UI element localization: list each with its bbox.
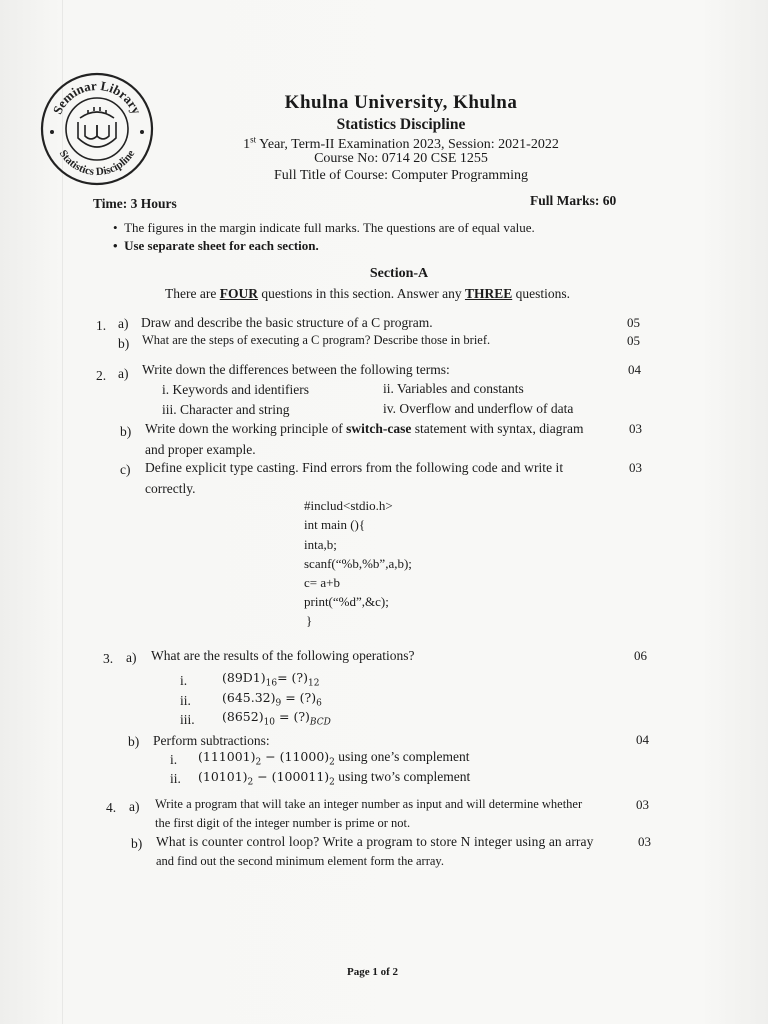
conversion-expression: $(8652)_{10}$ = $(?)_{BCD}$ <box>222 709 331 728</box>
code-line: scanf(“%b,%b”,a,b); <box>304 556 412 571</box>
part-label: b) <box>120 424 132 439</box>
code-line: } <box>306 613 313 628</box>
question-marks: 03 <box>629 460 642 475</box>
question-marks: 05 <box>627 333 640 348</box>
section-title: Section-A <box>369 266 429 281</box>
stamp-bottom-text: Statistics Discipline <box>56 147 138 179</box>
subtraction-expression: $(10101)_2 - (100011)_2$ using two’s complement <box>198 769 471 788</box>
term-item: iv. Overflow and underflow of data <box>383 401 574 416</box>
question-text: What are the steps of executing a C program? Describe those in brief. <box>142 333 491 347</box>
question-text: Write down the differences between the following terms: <box>142 362 450 377</box>
question-number: 3. <box>103 651 114 666</box>
part-label: b) <box>128 734 140 749</box>
question-text: and proper example. <box>145 442 256 457</box>
code-line: #includ<stdio.h> <box>304 498 393 513</box>
question-marks: 04 <box>636 732 649 747</box>
stamp-top-text: Seminar Library <box>49 77 145 117</box>
university-name: Khulna University, Khulna <box>284 92 518 113</box>
part-label: b) <box>118 336 130 351</box>
question-number: 2. <box>96 368 107 383</box>
question-marks: 05 <box>627 315 640 330</box>
op-roman: i. <box>180 673 188 688</box>
conversion-expression: $(89D1)_{16}=$ $(?)_{12}$ <box>222 670 320 689</box>
term-item: ii. Variables and constants <box>383 381 524 396</box>
question-number: 1. <box>96 318 107 333</box>
section-intro: There are FOUR questions in this section. Answer any THREE questions. <box>165 286 570 301</box>
instruction-item: • Use separate sheet for each section. <box>113 238 319 253</box>
sub-roman: ii. <box>170 771 181 786</box>
part-label: a) <box>129 799 140 814</box>
code-line: c= a+b <box>304 575 340 590</box>
question-text: What are the results of the following operations? <box>151 648 415 663</box>
question-text: Define explicit type casting. Find errors from the following code and write it <box>145 460 564 475</box>
sub-roman: i. <box>170 752 178 767</box>
course-title: Full Title of Course: Computer Programming <box>274 168 528 183</box>
question-marks: 03 <box>638 834 651 849</box>
question-text: and find out the second minimum element form the array. <box>156 854 444 868</box>
question-marks: 04 <box>628 362 641 377</box>
code-line: inta,b; <box>304 537 337 552</box>
part-label: a) <box>118 316 129 331</box>
part-label: b) <box>131 836 143 851</box>
code-line: print(“%d”,&c); <box>304 594 389 609</box>
op-roman: iii. <box>180 712 195 727</box>
question-text: Write a program that will take an integer number as input and will determine whether <box>155 797 583 811</box>
page-number: Page 1 of 2 <box>347 966 399 978</box>
subtraction-expression: $(111001)_2 - (11000)_2$ using one’s complement <box>198 749 470 768</box>
question-text: Perform subtractions: <box>153 733 270 748</box>
question-marks: 03 <box>636 797 649 812</box>
code-line: int main (){ <box>304 517 366 532</box>
question-text: Draw and describe the basic structure of a C program. <box>141 315 433 330</box>
exam-info: 1st Year, Term-II Examination 2023, Session: 2021-2022 <box>243 134 559 152</box>
discipline-name: Statistics Discipline <box>336 116 466 133</box>
question-text: Write down the working principle of switch-case statement with syntax, diagram <box>145 421 584 436</box>
course-number: Course No: 0714 20 CSE 1255 <box>314 151 488 166</box>
term-item: iii. Character and string <box>162 402 290 417</box>
question-marks: 06 <box>634 648 647 663</box>
op-roman: ii. <box>180 693 191 708</box>
question-text: the first digit of the integer number is prime or not. <box>155 816 411 830</box>
question-number: 4. <box>106 800 117 815</box>
question-text: What is counter control loop? Write a program to store N integer using an array <box>156 834 594 849</box>
time-allowed: Time: 3 Hours <box>93 196 177 211</box>
conversion-expression: $(645.32)_9$ = $(?)_6$ <box>222 690 322 709</box>
part-label: a) <box>126 650 137 665</box>
question-text: correctly. <box>145 481 196 496</box>
term-item: i. Keywords and identifiers <box>162 382 309 397</box>
full-marks: Full Marks: 60 <box>530 193 617 208</box>
question-marks: 03 <box>629 421 642 436</box>
part-label: a) <box>118 366 129 381</box>
instruction-item: • The figures in the margin indicate full marks. The questions are of equal value. <box>113 220 535 235</box>
part-label: c) <box>120 462 131 477</box>
